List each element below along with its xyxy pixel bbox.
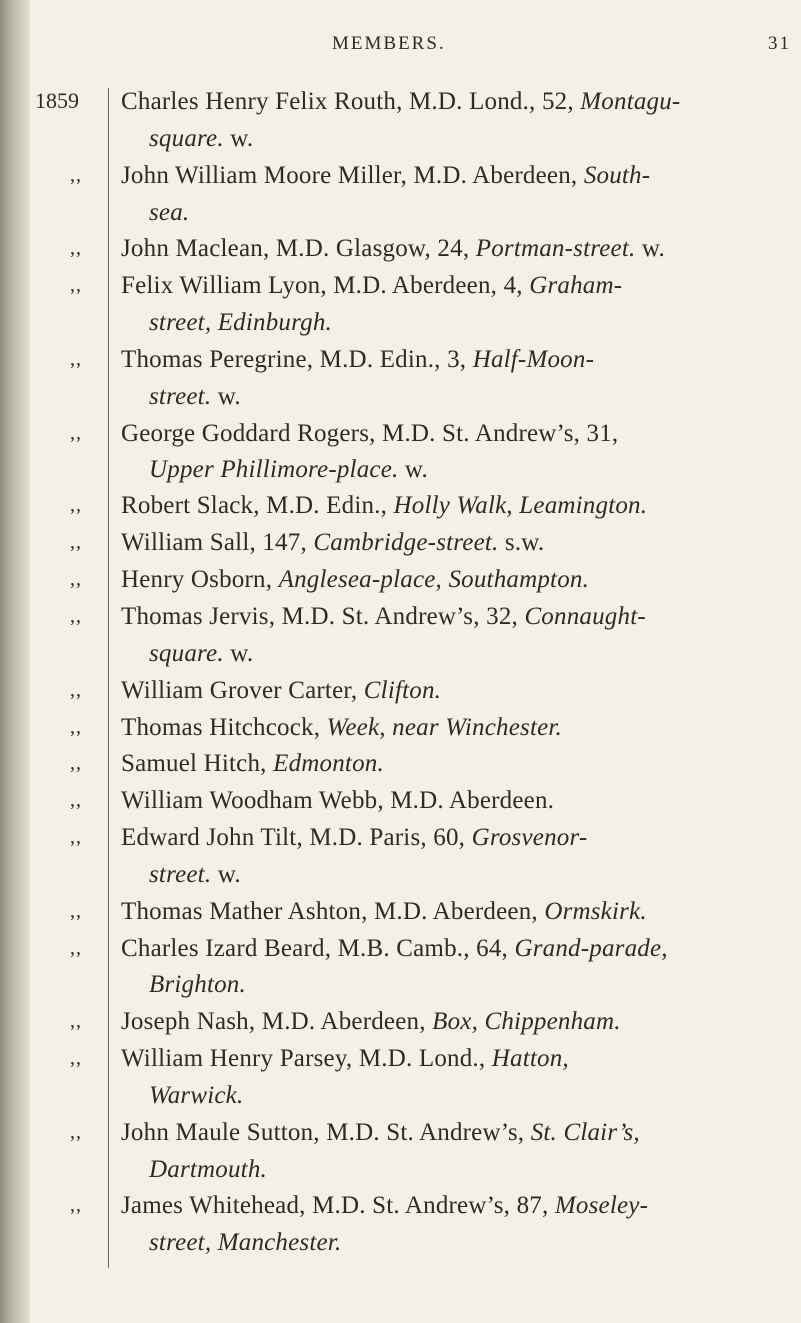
member-address: Moseley- bbox=[554, 1192, 649, 1219]
entry-line-continued bbox=[149, 1082, 801, 1110]
member-address: Grosvenor- bbox=[471, 824, 588, 851]
member-address-continued: sea. bbox=[149, 199, 190, 226]
entry-line-continued bbox=[149, 1229, 801, 1257]
entry-line-continued bbox=[149, 456, 801, 484]
member-name: Samuel Hitch, bbox=[121, 750, 267, 777]
ditto-mark: ,, bbox=[70, 164, 82, 186]
member-name: Thomas Mather Ashton, M.D. Aberdeen, bbox=[121, 898, 538, 925]
member-name: Edward John Tilt, M.D. Paris, 60, bbox=[121, 824, 466, 851]
ditto-mark: ,, bbox=[70, 752, 82, 774]
ditto-mark: ,, bbox=[70, 605, 82, 627]
ditto-mark: ,, bbox=[70, 789, 82, 811]
member-name: Robert Slack, M.D. Edin., bbox=[121, 492, 388, 519]
entry-line-continued bbox=[149, 861, 801, 889]
member-name: William Sall, 147, bbox=[121, 529, 307, 556]
entry-line bbox=[121, 88, 796, 116]
entry-line bbox=[121, 935, 796, 963]
member-address: Ormskirk. bbox=[544, 898, 647, 925]
ditto-mark: ,, bbox=[70, 531, 82, 553]
member-name: Felix William Lyon, M.D. Aberdeen, 4, bbox=[121, 272, 523, 299]
entry-line bbox=[121, 824, 796, 852]
ditto-mark: ,, bbox=[70, 348, 82, 370]
member-address-continued: street, Edinburgh. bbox=[149, 309, 332, 336]
member-name: William Henry Parsey, M.D. Lond., bbox=[121, 1045, 486, 1072]
column-rule bbox=[108, 88, 109, 1268]
postal-district: s.w. bbox=[504, 529, 545, 556]
ditto-mark: ,, bbox=[70, 679, 82, 701]
member-address: Clifton. bbox=[363, 677, 442, 704]
entry-line bbox=[121, 714, 796, 742]
member-address: South- bbox=[583, 162, 651, 189]
entry-line bbox=[121, 1008, 796, 1036]
entry-line bbox=[121, 1045, 796, 1073]
ditto-mark: ,, bbox=[70, 494, 82, 516]
ditto-mark: ,, bbox=[70, 568, 82, 590]
entry-year: 1859 bbox=[35, 88, 79, 113]
entry-line-continued bbox=[149, 199, 801, 227]
entry-line bbox=[121, 1192, 796, 1220]
member-address: Grand-parade, bbox=[514, 935, 668, 962]
member-address: Cambridge-street. bbox=[313, 529, 499, 556]
postal-district: w. bbox=[404, 456, 428, 483]
member-name: Thomas Hitchcock, bbox=[121, 714, 321, 741]
entry-line-continued bbox=[149, 971, 801, 999]
member-address-continued: Upper Phillimore-place. bbox=[149, 456, 399, 483]
page-title: MEMBERS. bbox=[332, 33, 446, 54]
member-address: St. Clair’s, bbox=[530, 1119, 640, 1146]
ditto-mark: ,, bbox=[70, 826, 82, 848]
member-address: Edmonton. bbox=[273, 750, 384, 777]
member-name: Joseph Nash, M.D. Aberdeen, bbox=[121, 1008, 426, 1035]
member-address: Half-Moon- bbox=[472, 346, 595, 373]
entry-line bbox=[121, 1119, 796, 1147]
entry-line bbox=[121, 750, 796, 778]
member-address-continued: square. bbox=[149, 125, 224, 152]
member-address-continued: street. bbox=[149, 383, 212, 410]
ditto-mark: ,, bbox=[70, 274, 82, 296]
ditto-mark: ,, bbox=[70, 422, 82, 444]
member-name: George Goddard Rogers, M.D. St. Andrew’s, 31, bbox=[121, 420, 619, 447]
member-address: Portman-street. bbox=[475, 235, 636, 262]
postal-district: w. bbox=[230, 125, 254, 152]
entry-line-continued bbox=[149, 640, 801, 668]
member-name: Charles Henry Felix Routh, M.D. Lond., 52, bbox=[121, 88, 574, 115]
ditto-mark: ,, bbox=[70, 937, 82, 959]
member-name: James Whitehead, M.D. St. Andrew’s, 87, bbox=[121, 1192, 549, 1219]
entry-line bbox=[121, 346, 796, 374]
member-name: Charles Izard Beard, M.B. Camb., 64, bbox=[121, 935, 508, 962]
ditto-mark: ,, bbox=[70, 716, 82, 738]
ditto-mark: ,, bbox=[70, 900, 82, 922]
member-name: William Woodham Webb, M.D. Aberdeen. bbox=[121, 787, 555, 814]
member-name: John Maule Sutton, M.D. St. Andrew’s, bbox=[121, 1119, 525, 1146]
ditto-mark: ,, bbox=[70, 1047, 82, 1069]
member-address: Week, near Winchester. bbox=[326, 714, 562, 741]
member-address-continued: square. bbox=[149, 640, 224, 667]
entry-line bbox=[121, 492, 796, 520]
postal-district: w. bbox=[641, 235, 665, 262]
member-name: John Maclean, M.D. Glasgow, 24, bbox=[121, 235, 470, 262]
member-name: John William Moore Miller, M.D. Aberdeen, bbox=[121, 162, 578, 189]
entry-line-continued bbox=[149, 383, 801, 411]
member-name: William Grover Carter, bbox=[121, 677, 358, 704]
entry-line-continued bbox=[149, 1156, 801, 1184]
entry-line bbox=[121, 162, 796, 190]
entry-line bbox=[121, 898, 796, 926]
member-address: Anglesea-place, Southampton. bbox=[278, 566, 590, 593]
entry-line bbox=[121, 787, 796, 815]
entry-line-continued bbox=[149, 309, 801, 337]
ditto-mark: ,, bbox=[70, 1121, 82, 1143]
member-address: Hatton, bbox=[491, 1045, 569, 1072]
member-name: Henry Osborn, bbox=[121, 566, 273, 593]
ditto-mark: ,, bbox=[70, 237, 82, 259]
entry-line bbox=[121, 420, 796, 448]
entry-line-continued bbox=[149, 125, 801, 153]
postal-district: w. bbox=[230, 640, 254, 667]
postal-district: w. bbox=[217, 861, 241, 888]
entry-line bbox=[121, 566, 796, 594]
member-address-continued: street, Manchester. bbox=[149, 1229, 342, 1256]
entry-line bbox=[121, 235, 796, 263]
postal-district: w. bbox=[217, 383, 241, 410]
member-address: Connaught- bbox=[524, 603, 646, 630]
entry-line bbox=[121, 529, 796, 557]
member-address-continued: Dartmouth. bbox=[149, 1156, 267, 1183]
member-address-continued: Warwick. bbox=[149, 1082, 244, 1109]
member-name: Thomas Peregrine, M.D. Edin., 3, bbox=[121, 346, 467, 373]
member-address-continued: street. bbox=[149, 861, 212, 888]
member-address-continued: Brighton. bbox=[149, 971, 246, 998]
entry-line bbox=[121, 272, 796, 300]
member-name: Thomas Jervis, M.D. St. Andrew’s, 32, bbox=[121, 603, 518, 630]
entry-line bbox=[121, 603, 796, 631]
member-address: Box, Chippenham. bbox=[432, 1008, 621, 1035]
member-address: Holly Walk, Leamington. bbox=[393, 492, 648, 519]
ditto-mark: ,, bbox=[70, 1194, 82, 1216]
entry-line bbox=[121, 677, 796, 705]
member-address: Graham- bbox=[529, 272, 623, 299]
page-edge-shadow bbox=[0, 0, 30, 1323]
ditto-mark: ,, bbox=[70, 1010, 82, 1032]
member-address: Montagu- bbox=[580, 88, 681, 115]
page-number: 31 bbox=[768, 33, 791, 54]
